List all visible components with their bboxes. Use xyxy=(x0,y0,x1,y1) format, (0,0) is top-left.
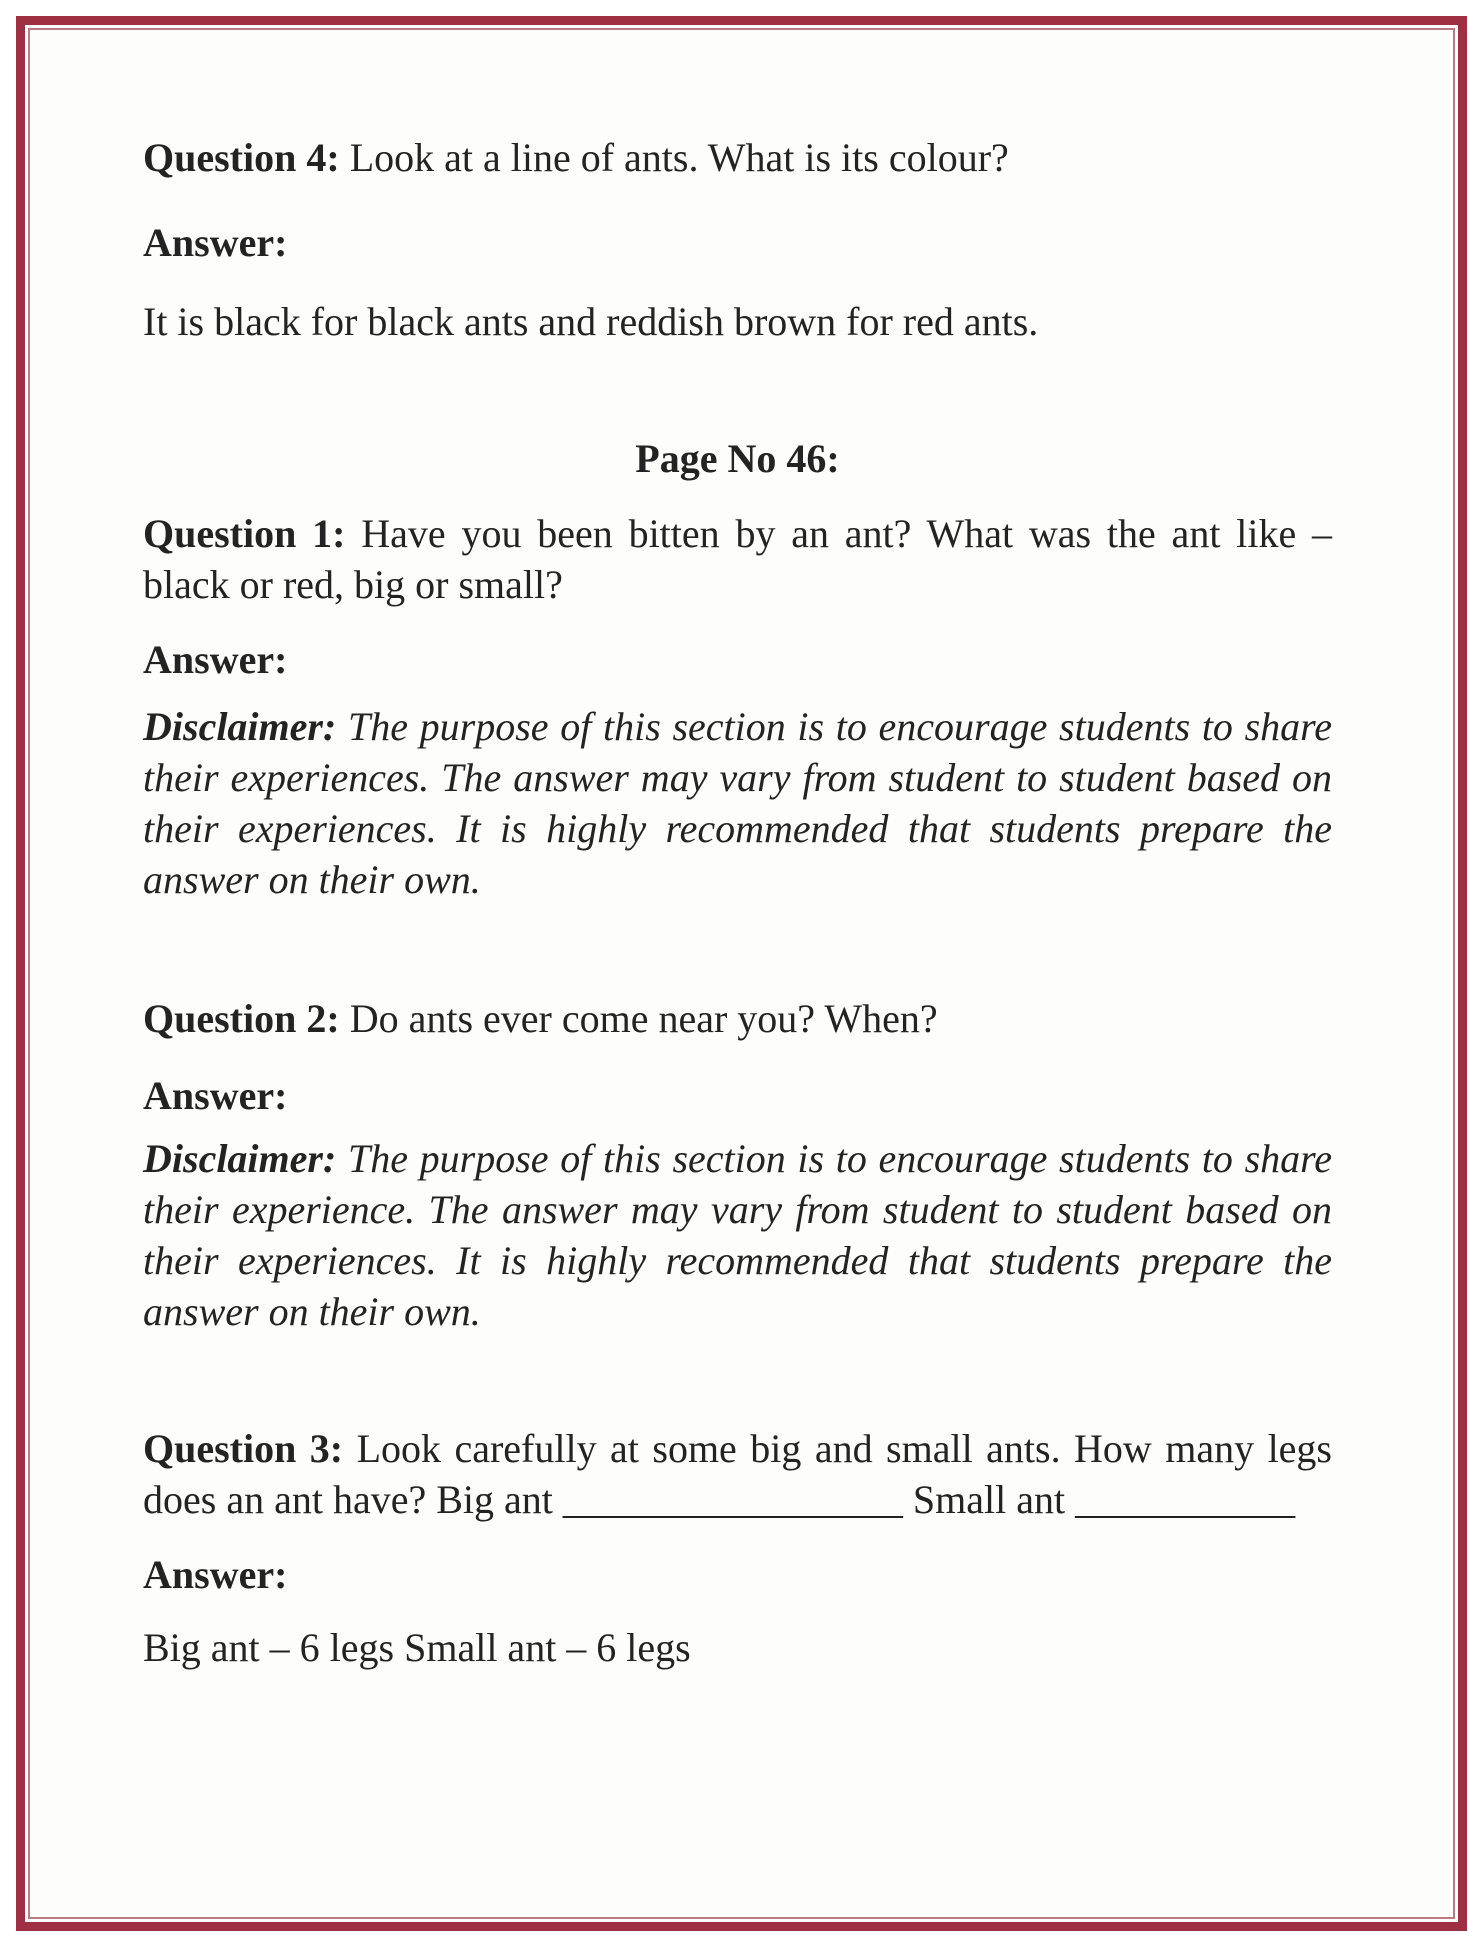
question-3-answer-label: Answer: xyxy=(143,1552,288,1597)
question-4-label: Question 4: xyxy=(143,135,340,180)
question-2-text: Do ants ever come near you? When? xyxy=(349,996,938,1041)
question-2-disclaimer-line-2: their experience. The answer may vary from student to student based on xyxy=(143,1187,1332,1232)
question-1-disclaimer-line-2: their experiences. The answer may vary from student to student based on xyxy=(143,755,1332,800)
page-border-inner xyxy=(28,28,1455,1919)
document-content xyxy=(30,30,1453,1917)
question-1-disclaimer-line-3: their experiences. It is highly recommended that students prepare the xyxy=(143,806,1332,851)
question-2-disclaimer-line-4: answer on their own. xyxy=(143,1289,481,1334)
question-1-disclaimer-text-1: The purpose of this section is to encourage students to share xyxy=(347,704,1333,749)
question-4-answer-label: Answer: xyxy=(143,220,288,265)
question-1-disclaimer-label: Disclaimer: xyxy=(143,704,337,749)
question-1-disclaimer xyxy=(143,701,1332,905)
question-3-text-part-1: Look carefully at some big and small ants. How many legs xyxy=(356,1426,1332,1471)
question-1-text-part-1: Have you been bitten by an ant? What was the ant like – xyxy=(361,511,1332,556)
question-1-answer-label: Answer: xyxy=(143,637,288,682)
question-1-disclaimer-line-4: answer on their own. xyxy=(143,857,481,902)
question-4-text: Look at a line of ants. What is its colour? xyxy=(349,135,1009,180)
question-2-disclaimer-label: Disclaimer: xyxy=(143,1136,337,1181)
page-border-outer xyxy=(16,16,1467,1931)
question-3-answer-text: Big ant – 6 legs Small ant – 6 legs xyxy=(143,1625,691,1670)
question-2-disclaimer xyxy=(143,1133,1332,1337)
question-1-label: Question 1: xyxy=(143,511,346,556)
page-heading: Page No 46: xyxy=(635,436,840,481)
question-3-label: Question 3: xyxy=(143,1426,344,1471)
question-1-disclaimer-line-1 xyxy=(143,701,1332,752)
question-2-disclaimer-line-3: their experiences. It is highly recommended that students prepare the xyxy=(143,1238,1332,1283)
question-2-label: Question 2: xyxy=(143,996,340,1041)
question-4-answer-text: It is black for black ants and reddish brown for red ants. xyxy=(143,299,1039,344)
question-3-line-1 xyxy=(143,1423,1332,1474)
question-1-paragraph xyxy=(143,508,1332,610)
question-1-line-2: black or red, big or small? xyxy=(143,562,563,607)
question-2-answer-label: Answer: xyxy=(143,1073,288,1118)
question-4-line xyxy=(143,132,1332,183)
question-2-disclaimer-text-1: The purpose of this section is to encourage students to share xyxy=(347,1136,1333,1181)
question-2-disclaimer-line-1 xyxy=(143,1133,1332,1184)
question-3-line-2: does an ant have? Big ant _________________ Small ant ___________ xyxy=(143,1477,1296,1522)
question-1-line-1 xyxy=(143,508,1332,559)
question-3-paragraph xyxy=(143,1423,1332,1525)
question-2-line xyxy=(143,993,1332,1044)
